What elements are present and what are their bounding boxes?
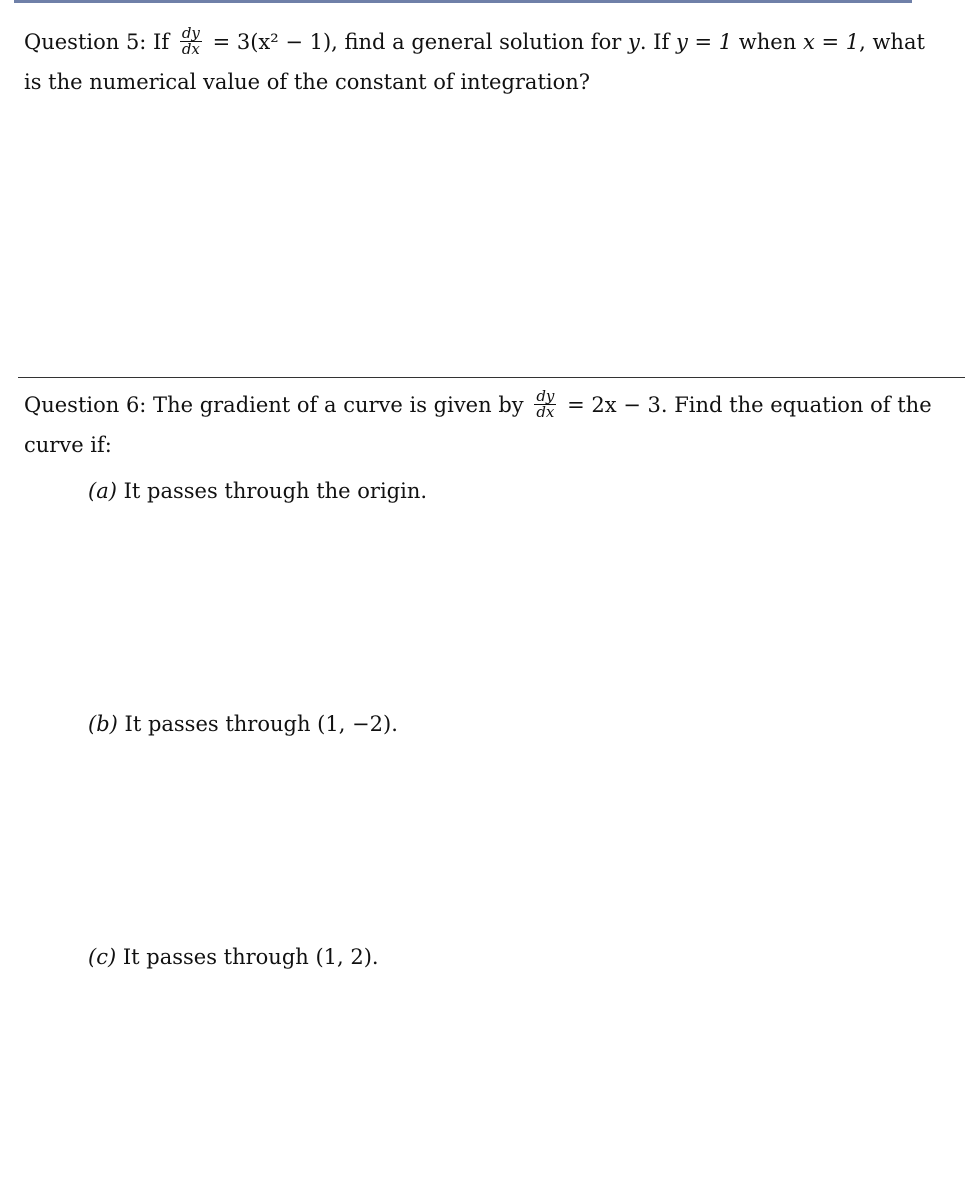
question-5-tail: , what: [859, 30, 925, 54]
question-5-prefix: Question 5: If: [24, 30, 170, 54]
question-6-part-b: [88, 710, 398, 738]
question-5-variable-y: y: [627, 30, 640, 54]
question-5-condition-x: x = 1: [802, 30, 860, 54]
question-6-prefix: Question 6: The gradient of a curve is given by: [24, 393, 524, 417]
question-6-rhs: = 2x − 3: [567, 393, 661, 417]
question-6-line-2: curve if:: [24, 433, 112, 457]
question-5-line-1: [24, 24, 925, 59]
part-label: (b): [88, 712, 118, 736]
fraction-denominator: dx: [536, 403, 555, 421]
section-divider: [18, 377, 965, 378]
question-5-mid-text: , find a general solution for: [331, 30, 622, 54]
fraction-numerator: dy: [536, 387, 555, 405]
fraction-denominator: dx: [181, 40, 200, 58]
top-border-line: [14, 0, 912, 3]
question-5-when: when: [738, 30, 797, 54]
question-6-part-a: [88, 477, 427, 505]
question-5-derivative-fraction: [180, 26, 202, 57]
question-5-rhs: = 3(x² − 1): [212, 30, 332, 54]
question-5-condition-y: y = 1: [675, 30, 733, 54]
question-6-derivative-fraction: [534, 389, 556, 420]
question-6-line-1: [24, 387, 932, 422]
part-label: (a): [88, 479, 117, 503]
part-text: It passes through (1, 2).: [122, 945, 379, 969]
part-text: It passes through (1, −2).: [124, 712, 398, 736]
question-6-tail: . Find the equation of the: [660, 393, 932, 417]
part-label: (c): [88, 945, 117, 969]
question-5-condition-text: . If: [639, 30, 670, 54]
part-text: It passes through the origin.: [123, 479, 428, 503]
fraction-numerator: dy: [181, 24, 200, 42]
question-5-line-2: is the numerical value of the constant of integration?: [24, 70, 591, 94]
question-6-part-c: [88, 943, 379, 971]
